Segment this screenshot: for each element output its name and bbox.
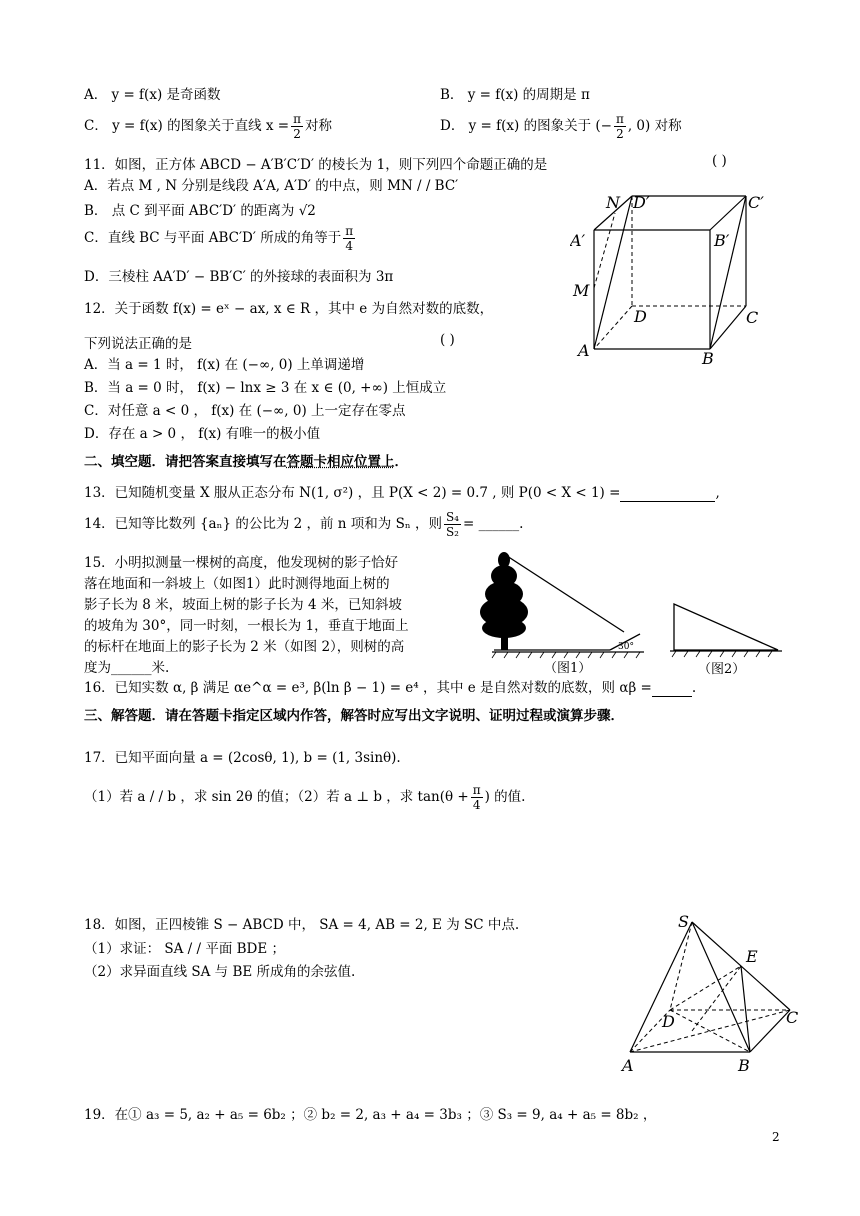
q15-line: 度为______米.: [84, 660, 170, 676]
q10-option-d: [440, 112, 682, 141]
fraction-denominator: 2: [293, 127, 301, 141]
q11-option-b: B． 点 C 到平面 ABC′D′ 的距离为 √2: [84, 203, 316, 219]
cube-label-a: A: [578, 341, 590, 360]
cube-label-m: M: [573, 281, 590, 300]
q17-fraction: [471, 783, 483, 812]
q15-line: 落在地面和一斜坡上（如图1）此时测得地面上树的: [84, 576, 390, 592]
q12-stem: 12．关于函数 f(x) = eˣ − ax, x ∈ R ，其中 e 为自然对数的底数，: [84, 301, 494, 317]
fraction-denominator: S₂: [445, 525, 459, 539]
pyramid-label-e: E: [746, 947, 758, 966]
q10-option-d-pre: D． y = f(x) 的图象关于 (−: [440, 118, 612, 134]
q18-subquestion-2: （2）求异面直线 SA 与 BE 所成角的余弦值.: [84, 964, 356, 980]
q14-text: [84, 510, 523, 539]
q12-option-b: B．当 a = 0 时， f(x) − lnx ≥ 3 在 x ∈ (0, +∞) 上恒成立: [84, 380, 447, 396]
cube-label-b: B: [702, 349, 714, 368]
pyramid-label-a: A: [622, 1056, 634, 1075]
q10-option-c-fraction: [291, 112, 303, 141]
q17-sub-pre: （1）若 a / / b ，求 sin 2θ 的值；（2）若 a ⊥ b ，求 tan(θ +: [84, 789, 469, 805]
fraction-denominator: 4: [345, 239, 353, 253]
section-2-title-emphasis: 答题卡相应位置上: [286, 454, 395, 470]
q10-option-a: A． y = f(x) 是奇函数: [84, 87, 221, 103]
cube-label-b-prime: B′: [714, 231, 730, 250]
q15-line: 的标杆在地面上的影子长为 2 米（如图 2），则树的高: [84, 639, 405, 655]
q14-fraction: [444, 510, 461, 539]
pole-shadow-figure-2: [668, 600, 788, 680]
q11-option-d: D．三棱柱 AA′D′ − BB′C′ 的外接球的表面积为 3π: [84, 269, 394, 285]
q11-option-c-pre: C．直线 BC 与平面 ABC′D′ 所成的角等于: [84, 230, 342, 246]
q10-option-c: [84, 112, 332, 141]
cube-figure: [570, 188, 770, 368]
q16-text: [84, 676, 696, 697]
q12-option-a: A．当 a = 1 时， f(x) 在 (−∞, 0) 上单调递增: [84, 357, 365, 373]
q10-option-c-pre: C． y = f(x) 的图象关于直线 x =: [84, 118, 290, 134]
q14-post: = ______.: [462, 516, 524, 532]
figure-2-label: （图2）: [698, 662, 746, 677]
cube-label-c-prime: C′: [748, 193, 764, 212]
fraction-numerator: π: [472, 783, 481, 797]
section-3-heading: 三、解答题．请在答题卡指定区域内作答，解答时应写出文字说明、证明过程或演算步骤．: [84, 708, 624, 724]
tree-shadow-figure-1: [472, 548, 652, 676]
q16-stem: 16．已知实数 α, β 满足 αe^α = e³, β(ln β − 1) = e⁴ ，其中 e 是自然对数的底数，则 αβ =: [84, 680, 652, 696]
q12-option-d: D．存在 a > 0 ， f(x) 有唯一的极小值: [84, 426, 321, 442]
q11-option-c-fraction: [343, 224, 355, 253]
section-2-title-pre: 二、填空题．请把答案直接填写在: [84, 454, 287, 470]
q10-option-d-post: , 0) 对称: [627, 118, 682, 134]
pyramid-label-c: C: [786, 1008, 799, 1027]
page-number: 2: [772, 1130, 780, 1144]
fraction-numerator: π: [293, 112, 301, 126]
q17-stem: 17．已知平面向量 a = (2cosθ, 1), b = (1, 3sinθ).: [84, 750, 401, 766]
slope-angle-label: 30°: [618, 642, 634, 652]
pyramid-figure: [618, 910, 808, 1078]
section-2-title-post: ．: [394, 454, 408, 470]
fraction-numerator: S₄: [445, 510, 459, 524]
q15-line: 影子长为 8 米，坡面上树的影子长为 4 米，已知斜坡: [84, 597, 402, 613]
q12-option-c: C．对任意 a < 0 ， f(x) 在 (−∞, 0) 上一定存在零点: [84, 403, 406, 419]
q15-line: 的坡角为 30°，同一时刻，一根长为 1，垂直于地面上: [84, 618, 409, 634]
q13-stem: 13．已知随机变量 X 服从正态分布 N(1, σ²) ，且 P(X < 2) = 0.7 , 则 P(0 < X < 1) =: [84, 485, 621, 501]
q10-option-b: B． y = f(x) 的周期是 π: [440, 87, 590, 103]
section-2-heading: [84, 450, 408, 470]
q17-subquestions: [84, 783, 525, 812]
q18-stem: 18．如图，正四棱锥 S − ABCD 中， SA = 4, AB = 2, E 为 SC 中点.: [84, 917, 520, 933]
fraction-numerator: π: [615, 112, 624, 126]
cube-label-c: C: [746, 308, 759, 327]
q13-end: ,: [715, 485, 720, 501]
q19-text: 19．在① a₃ = 5, a₂ + a₅ = 6b₂ ；② b₂ = 2, a₃ + a₄ = 3b₃ ；③ S₃ = 9, a₄ + a₅ = 8b₂ ，: [84, 1107, 657, 1123]
cube-label-d-prime: D′: [633, 193, 650, 212]
pyramid-label-d: D: [662, 1012, 675, 1031]
q11-stem: 11．如图，正方体 ABCD − A′B′C′D′ 的棱长为 1，则下列四个命题正确的是: [84, 157, 548, 173]
q16-end: .: [691, 680, 697, 696]
cube-label-a-prime: A′: [570, 231, 586, 250]
q16-answer-blank: [652, 680, 692, 697]
q15-line: 15．小明拟测量一棵树的高度，他发现树的影子恰好: [84, 555, 399, 571]
q12-answer-paren: ( ): [440, 332, 455, 348]
q11-option-c: [84, 224, 357, 253]
q10-option-d-fraction: [614, 112, 626, 141]
q14-pre: 14．已知等比数列 {aₙ} 的公比为 2 ，前 n 项和为 Sₙ ，则: [84, 516, 442, 532]
pyramid-label-s: S: [678, 912, 689, 931]
q10-option-c-post: 对称: [304, 118, 332, 134]
q11-answer-paren: ( ): [712, 153, 727, 169]
q13-text: [84, 481, 720, 502]
cube-label-n: N: [606, 193, 620, 212]
pyramid-label-b: B: [738, 1056, 750, 1075]
q15-text: [84, 553, 409, 679]
q13-answer-blank: [620, 485, 715, 502]
fraction-numerator: π: [345, 224, 354, 238]
fraction-denominator: 4: [472, 798, 481, 812]
q18-subquestion-1: （1）求证： SA / / 平面 BDE ；: [84, 941, 286, 957]
q12-stem-line2: 下列说法正确的是: [84, 336, 192, 352]
fraction-denominator: 2: [616, 127, 624, 141]
figure-1-label: （图1）: [544, 661, 592, 676]
cube-label-d: D: [634, 307, 647, 326]
q17-sub-post: ) 的值.: [484, 789, 526, 805]
q11-option-a: A．若点 M , N 分别是线段 A′A, A′D′ 的中点，则 MN / / BC′: [84, 178, 459, 194]
